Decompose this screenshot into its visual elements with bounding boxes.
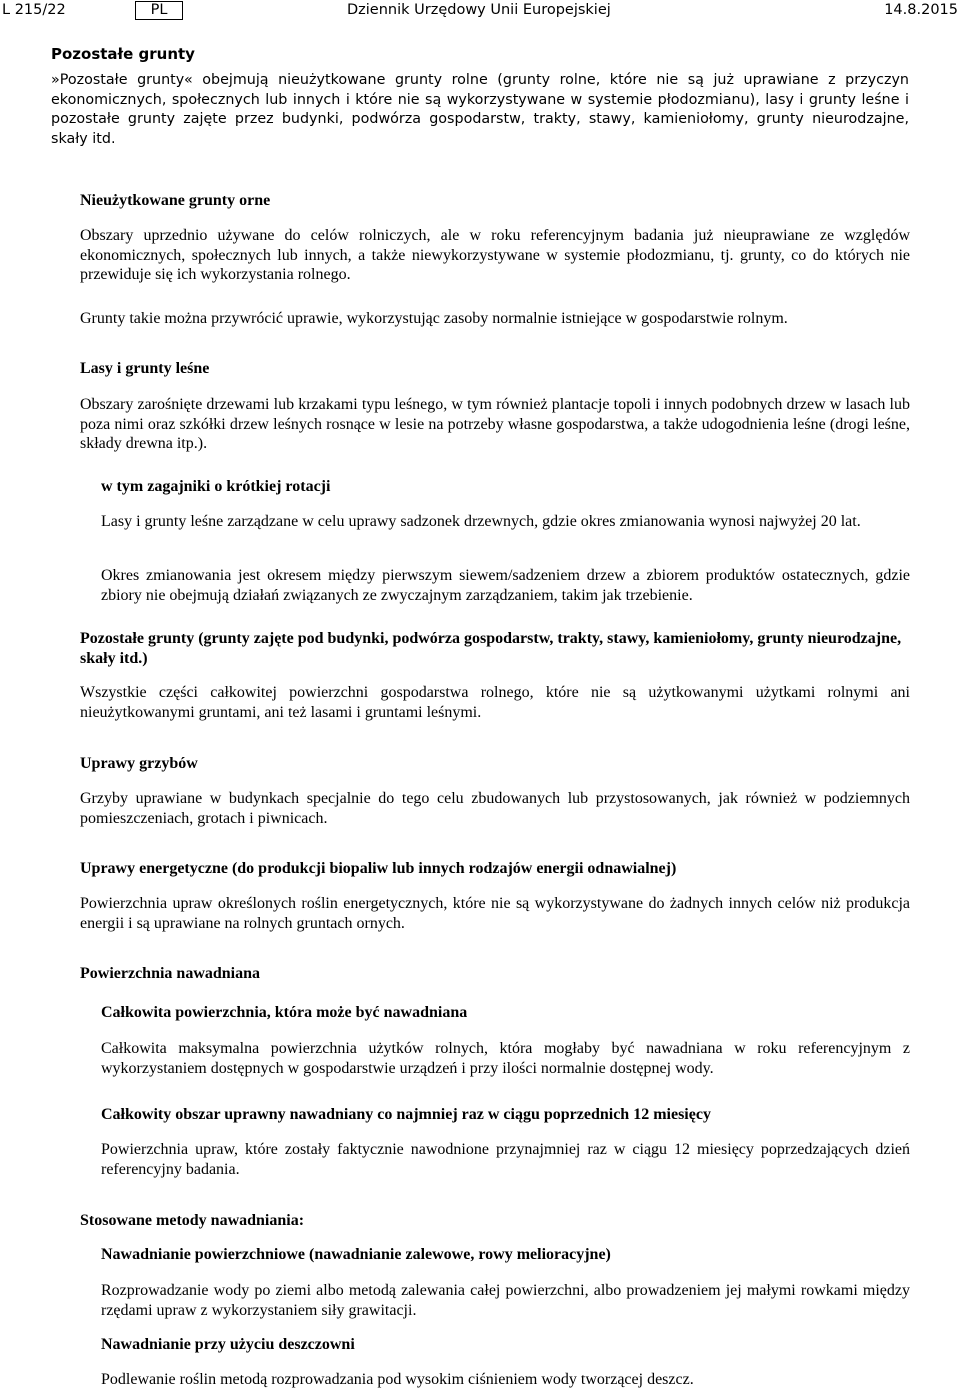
mushrooms-paragraph: Grzyby uprawiane w budynkach specjalnie do tego celu zbudowanych lub przystosowanych, jak również w podziemnych pomieszczeniach, grotach i piwnicach.	[80, 790, 910, 827]
energy-crops-paragraph: Powierzchnia upraw określonych roślin energetycznych, które nie są wykorzystywane do żadnych innych celów niż produkcja energii i są uprawiane na rolnych gruntach ornych.	[80, 895, 910, 932]
page-reference: L 215/22	[2, 2, 66, 18]
section-heading-forest: Lasy i grunty leśne	[80, 360, 210, 377]
irrigated-area-paragraph: Powierzchnia upraw, które zostały faktycznie nawodnione przynajmniej raz w ciągu 12 miesięcy poprzedzających dzień referencyjny badania.	[101, 1141, 910, 1178]
irrigable-area-paragraph: Całkowita maksymalna powierzchnia użytków rolnych, która mogłaby być nawadniana w roku referencyjnym z wykorzystaniem dostępnych w gospodarstwie urządzeń i przy ilości normalnie dostępnej wody.	[101, 1040, 910, 1077]
section-heading-irrigation-methods: Stosowane metody nawadniania:	[80, 1212, 305, 1229]
subheading-irrigated-area: Całkowity obszar uprawny nawadniany co najmniej raz w ciągu poprzednich 12 miesięcy	[101, 1106, 711, 1123]
section-heading-other-land: Pozostałe grunty (grunty zajęte pod budynki, podwórza gospodarstw, trakty, stawy, kamieniołomy, grunty nieurodzajne, skały itd.)	[80, 630, 902, 667]
journal-title: Dziennik Urzędowy Unii Europejskiej	[347, 2, 611, 18]
subheading-sprinkler-irrigation: Nawadnianie przy użyciu deszczowni	[101, 1336, 355, 1353]
section-heading-energy-crops: Uprawy energetyczne (do produkcji biopaliw lub innych rodzajów energii odnawialnej)	[80, 860, 677, 877]
subheading-surface-irrigation: Nawadnianie powierzchniowe (nawadnianie zalewowe, rowy melioracyjne)	[101, 1246, 611, 1263]
section-heading-irrigated-area: Powierzchnia nawadniana	[80, 965, 261, 982]
surface-irrigation-paragraph: Rozprowadzanie wody po ziemi albo metodą zalewania całej powierzchni, albo prowadzeniem jej małymi rowkami między rzędami upraw z wykorzystaniem siły grawitacji.	[101, 1282, 910, 1319]
intro-title: Pozostałe grunty	[51, 45, 195, 63]
page-header	[2, 0, 958, 20]
unused-land-paragraph-2: Grunty takie można przywrócić uprawie, wykorzystując zasoby normalnie istniejące w gospodarstwie rolnym.	[80, 310, 788, 327]
subheading-short-rotation-coppice: w tym zagajniki o krótkiej rotacji	[101, 478, 331, 495]
coppice-paragraph-2: Okres zmianowania jest okresem między pierwszym siewem/sadzeniem drzew a zbiorem produktów ostatecznych, gdzie zbiory nie obejmują działań związanych ze zwyczajnym zarządzaniem, takim jak trzebienie.	[101, 567, 910, 604]
section-heading-unused-arable-land: Nieużytkowane grunty orne	[80, 192, 271, 209]
publication-date: 14.8.2015	[884, 2, 958, 18]
forest-paragraph: Obszary zarośnięte drzewami lub krzakami typu leśnego, w tym również plantacje topoli i innych podobnych drzew w lasach lub poza nimi oraz szkółki drzew leśnych rosnące w lesie na potrzeby własne gospodarstwa, a także udogodnienia leśne (drogi leśne, składy drewna itp.).	[80, 396, 910, 452]
unused-land-paragraph-1: Obszary uprzednio używane do celów rolniczych, ale w roku referencyjnym badania już nieuprawiane ze względów ekonomicznych, społecznych lub innych, a także niewykorzystywane w systemie płodozmianu, tj. grunty, co do których nie przewiduje się ich wykorzystania rolnego.	[80, 227, 910, 283]
intro-paragraph: »Pozostałe grunty« obejmują nieużytkowane grunty rolne (grunty rolne, które nie są już uprawiane z przyczyn ekonomicznych, społecznych lub innych i które nie są wykorzystywane w systemie płodozmianu), lasy i grunty leśne i pozostałe grunty zajęte przez budynki, podwórza gospodarstw, trakty, stawy, kamieniołomy, grunty nieurodzajne, skały itd.	[51, 72, 909, 147]
coppice-paragraph-1: Lasy i grunty leśne zarządzane w celu uprawy sadzonek drzewnych, gdzie okres zmianowania wynosi najwyżej 20 lat.	[101, 513, 861, 530]
section-heading-mushrooms: Uprawy grzybów	[80, 755, 198, 772]
language-box: PL	[135, 1, 183, 20]
sprinkler-irrigation-paragraph: Podlewanie roślin metodą rozprowadzania pod wysokim ciśnieniem wody tworzącej deszcz.	[101, 1371, 694, 1388]
other-land-paragraph: Wszystkie części całkowitej powierzchni gospodarstwa rolnego, które nie są użytkowanymi użytkami rolnymi ani nieużytkowanymi gruntami, ani też lasami i gruntami leśnymi.	[80, 684, 910, 721]
subheading-irrigable-area: Całkowita powierzchnia, która może być nawadniana	[101, 1004, 468, 1021]
